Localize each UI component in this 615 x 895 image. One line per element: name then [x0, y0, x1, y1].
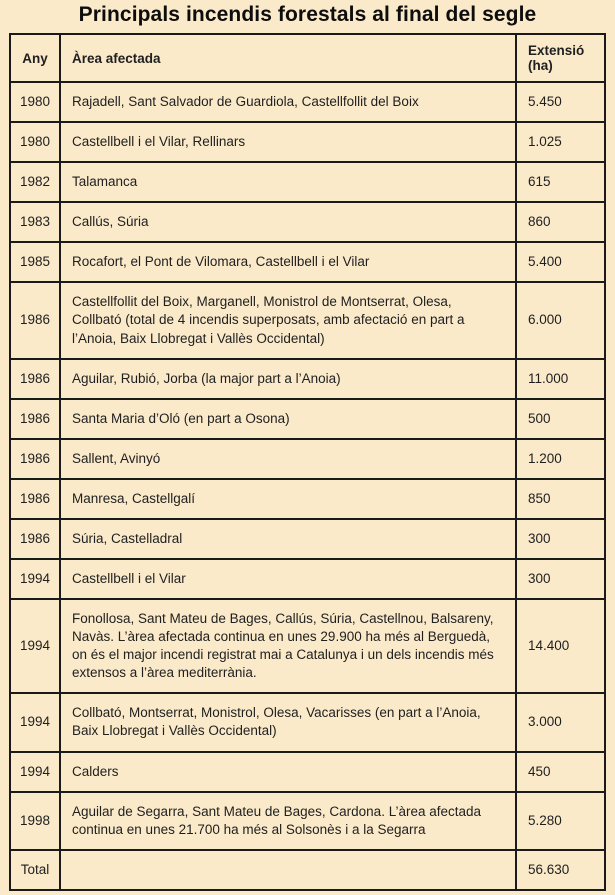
table-row — [10, 122, 605, 162]
table-row — [10, 850, 605, 890]
area-cell: Manresa, Castellgalí — [60, 479, 516, 519]
extension-cell: 450 — [516, 752, 605, 792]
table-row — [10, 559, 605, 599]
table-row — [10, 752, 605, 792]
area-cell: Talamanca — [60, 162, 516, 202]
year-cell: 1994 — [10, 599, 60, 693]
year-cell: 1986 — [10, 399, 60, 439]
extension-cell: 11.000 — [516, 359, 605, 399]
extension-cell: 5.400 — [516, 242, 605, 282]
table-row — [10, 479, 605, 519]
year-cell: 1985 — [10, 242, 60, 282]
area-cell — [60, 850, 516, 890]
extension-cell: 3.000 — [516, 693, 605, 751]
extension-cell: 5.450 — [516, 82, 605, 122]
year-cell: 1983 — [10, 202, 60, 242]
year-cell: 1986 — [10, 359, 60, 399]
extension-cell: 6.000 — [516, 282, 605, 358]
table-row — [10, 792, 605, 850]
year-cell: 1986 — [10, 282, 60, 358]
table-row — [10, 359, 605, 399]
extension-cell: 5.280 — [516, 792, 605, 850]
year-cell: 1980 — [10, 122, 60, 162]
table-row — [10, 162, 605, 202]
table-row — [10, 242, 605, 282]
table-row — [10, 519, 605, 559]
fires-table-body — [10, 82, 605, 890]
extension-cell: 1.200 — [516, 439, 605, 479]
area-cell: Castellbell i el Vilar — [60, 559, 516, 599]
area-cell: Collbató, Montserrat, Monistrol, Olesa, Vacarisses (en part a l’Anoia, Baix Llobregat i Vallès Occidental) — [60, 693, 516, 751]
extension-cell: 1.025 — [516, 122, 605, 162]
table-row — [10, 599, 605, 693]
extension-cell: 300 — [516, 559, 605, 599]
page-title: Principals incendis forestals al final del segle — [78, 3, 537, 26]
year-cell: 1994 — [10, 559, 60, 599]
area-cell: Súria, Castelladral — [60, 519, 516, 559]
year-cell: 1994 — [10, 752, 60, 792]
table-row — [10, 282, 605, 358]
column-header-extensio-ha: Extensió (ha) — [516, 34, 605, 82]
area-cell: Calders — [60, 752, 516, 792]
area-cell: Callús, Súria — [60, 202, 516, 242]
header-row — [10, 34, 605, 82]
year-cell: 1998 — [10, 792, 60, 850]
table-row — [10, 439, 605, 479]
area-cell: Castellbell i el Vilar, Rellinars — [60, 122, 516, 162]
extension-cell: 615 — [516, 162, 605, 202]
area-cell: Aguilar de Segarra, Sant Mateu de Bages, Cardona. L’àrea afectada continua en unes 21.700 ha més al Solsonès i a la Segarra — [60, 792, 516, 850]
extension-cell: 500 — [516, 399, 605, 439]
area-cell: Santa Maria d’Oló (en part a Osona) — [60, 399, 516, 439]
year-cell: 1994 — [10, 693, 60, 751]
year-cell: 1982 — [10, 162, 60, 202]
area-cell: Castellfollit del Boix, Marganell, Monistrol de Montserrat, Olesa, Collbató (total de 4 incendis superposats, amb afectació en part a l’Anoia, Baix Llobregat i Vallès Occidental) — [60, 282, 516, 358]
area-cell: Fonollosa, Sant Mateu de Bages, Callús, Súria, Castellnou, Balsareny, Navàs. L’àrea afectada continua en unes 29.900 ha més al Berguedà, on és el major incendi registrat mai a Catalunya i un dels incendis més extensos a l’àrea mediterrània. — [60, 599, 516, 693]
area-cell: Sallent, Avinyó — [60, 439, 516, 479]
extension-cell: 860 — [516, 202, 605, 242]
extension-cell: 56.630 — [516, 850, 605, 890]
table-row — [10, 82, 605, 122]
extension-cell: 850 — [516, 479, 605, 519]
year-cell: 1986 — [10, 479, 60, 519]
area-cell: Rajadell, Sant Salvador de Guardiola, Castellfollit del Boix — [60, 82, 516, 122]
table-row — [10, 202, 605, 242]
column-header-any: Any — [10, 34, 60, 82]
column-header-area-afectada: Àrea afectada — [60, 34, 516, 82]
fires-table — [9, 33, 606, 891]
area-cell: Aguilar, Rubió, Jorba (la major part a l’Anoia) — [60, 359, 516, 399]
year-cell: 1986 — [10, 439, 60, 479]
year-cell: 1986 — [10, 519, 60, 559]
year-cell: Total — [10, 850, 60, 890]
table-row — [10, 399, 605, 439]
extension-cell: 14.400 — [516, 599, 605, 693]
table-row — [10, 693, 605, 751]
area-cell: Rocafort, el Pont de Vilomara, Castellbell i el Vilar — [60, 242, 516, 282]
extension-cell: 300 — [516, 519, 605, 559]
year-cell: 1980 — [10, 82, 60, 122]
